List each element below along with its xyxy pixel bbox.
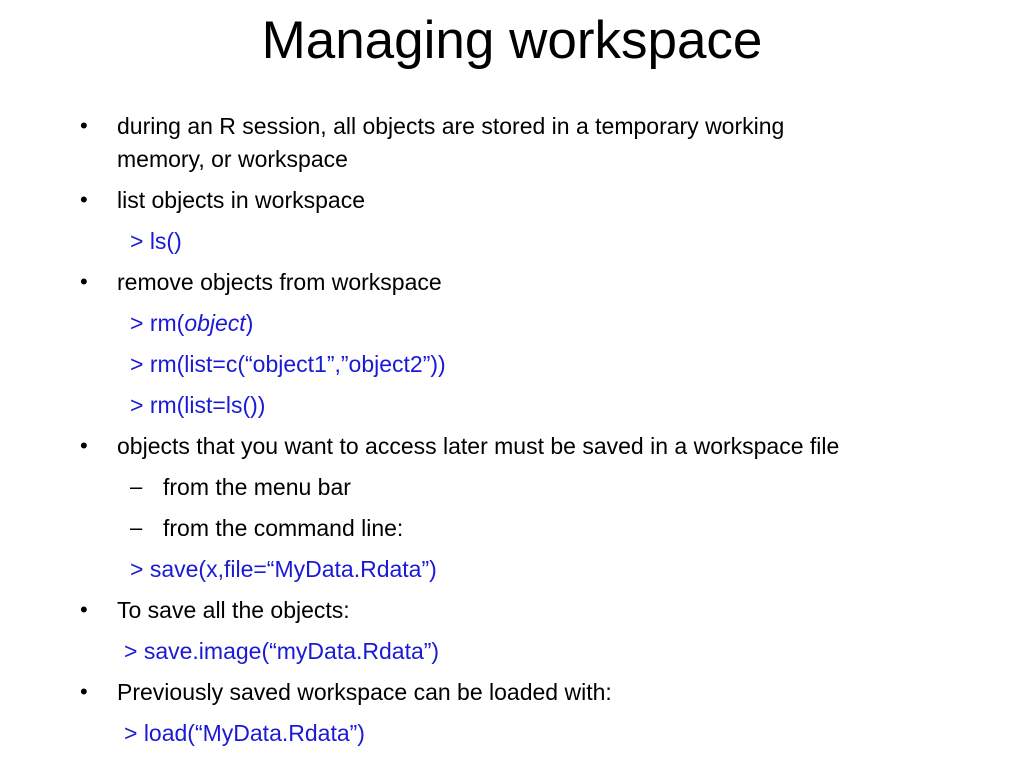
dash-icon: – — [130, 474, 143, 499]
code-text: > ls() — [130, 228, 182, 254]
slide-title: Managing workspace — [261, 11, 763, 70]
bullet-text: memory, or workspace — [117, 146, 348, 172]
bullet-text: objects that you want to access later must be saved in a workspace file — [117, 433, 840, 459]
code-text: > rm(list=ls()) — [130, 392, 266, 418]
bullet-text: Previously saved workspace can be loaded with: — [117, 679, 612, 705]
code-text: > rm(list=c(“object1”,”object2”)) — [130, 351, 446, 377]
sub-bullet-text: from the menu bar — [163, 474, 351, 500]
code-italic-arg: object — [184, 310, 246, 336]
bullet-text: remove objects from workspace — [117, 269, 442, 295]
code-text: > load(“MyData.Rdata”) — [124, 720, 365, 746]
bullet-icon: • — [80, 433, 88, 458]
dash-icon: – — [130, 515, 143, 540]
sub-bullet-text: from the command line: — [163, 515, 404, 541]
bullet-icon: • — [80, 597, 88, 622]
bullet-icon: • — [80, 113, 88, 138]
code-prefix: > rm( — [130, 310, 185, 336]
code-text — [130, 308, 253, 338]
code-text: > save(x,file=“MyData.Rdata”) — [130, 556, 437, 582]
bullet-text: list objects in workspace — [117, 187, 365, 213]
bullet-icon: • — [80, 679, 88, 704]
bullet-icon: • — [80, 269, 88, 294]
bullet-icon: • — [80, 187, 88, 212]
bullet-text: To save all the objects: — [117, 597, 350, 623]
code-suffix: ) — [245, 310, 254, 336]
code-text: > save.image(“myData.Rdata”) — [124, 638, 440, 664]
bullet-text: during an R session, all objects are stored in a temporary working — [117, 113, 785, 139]
